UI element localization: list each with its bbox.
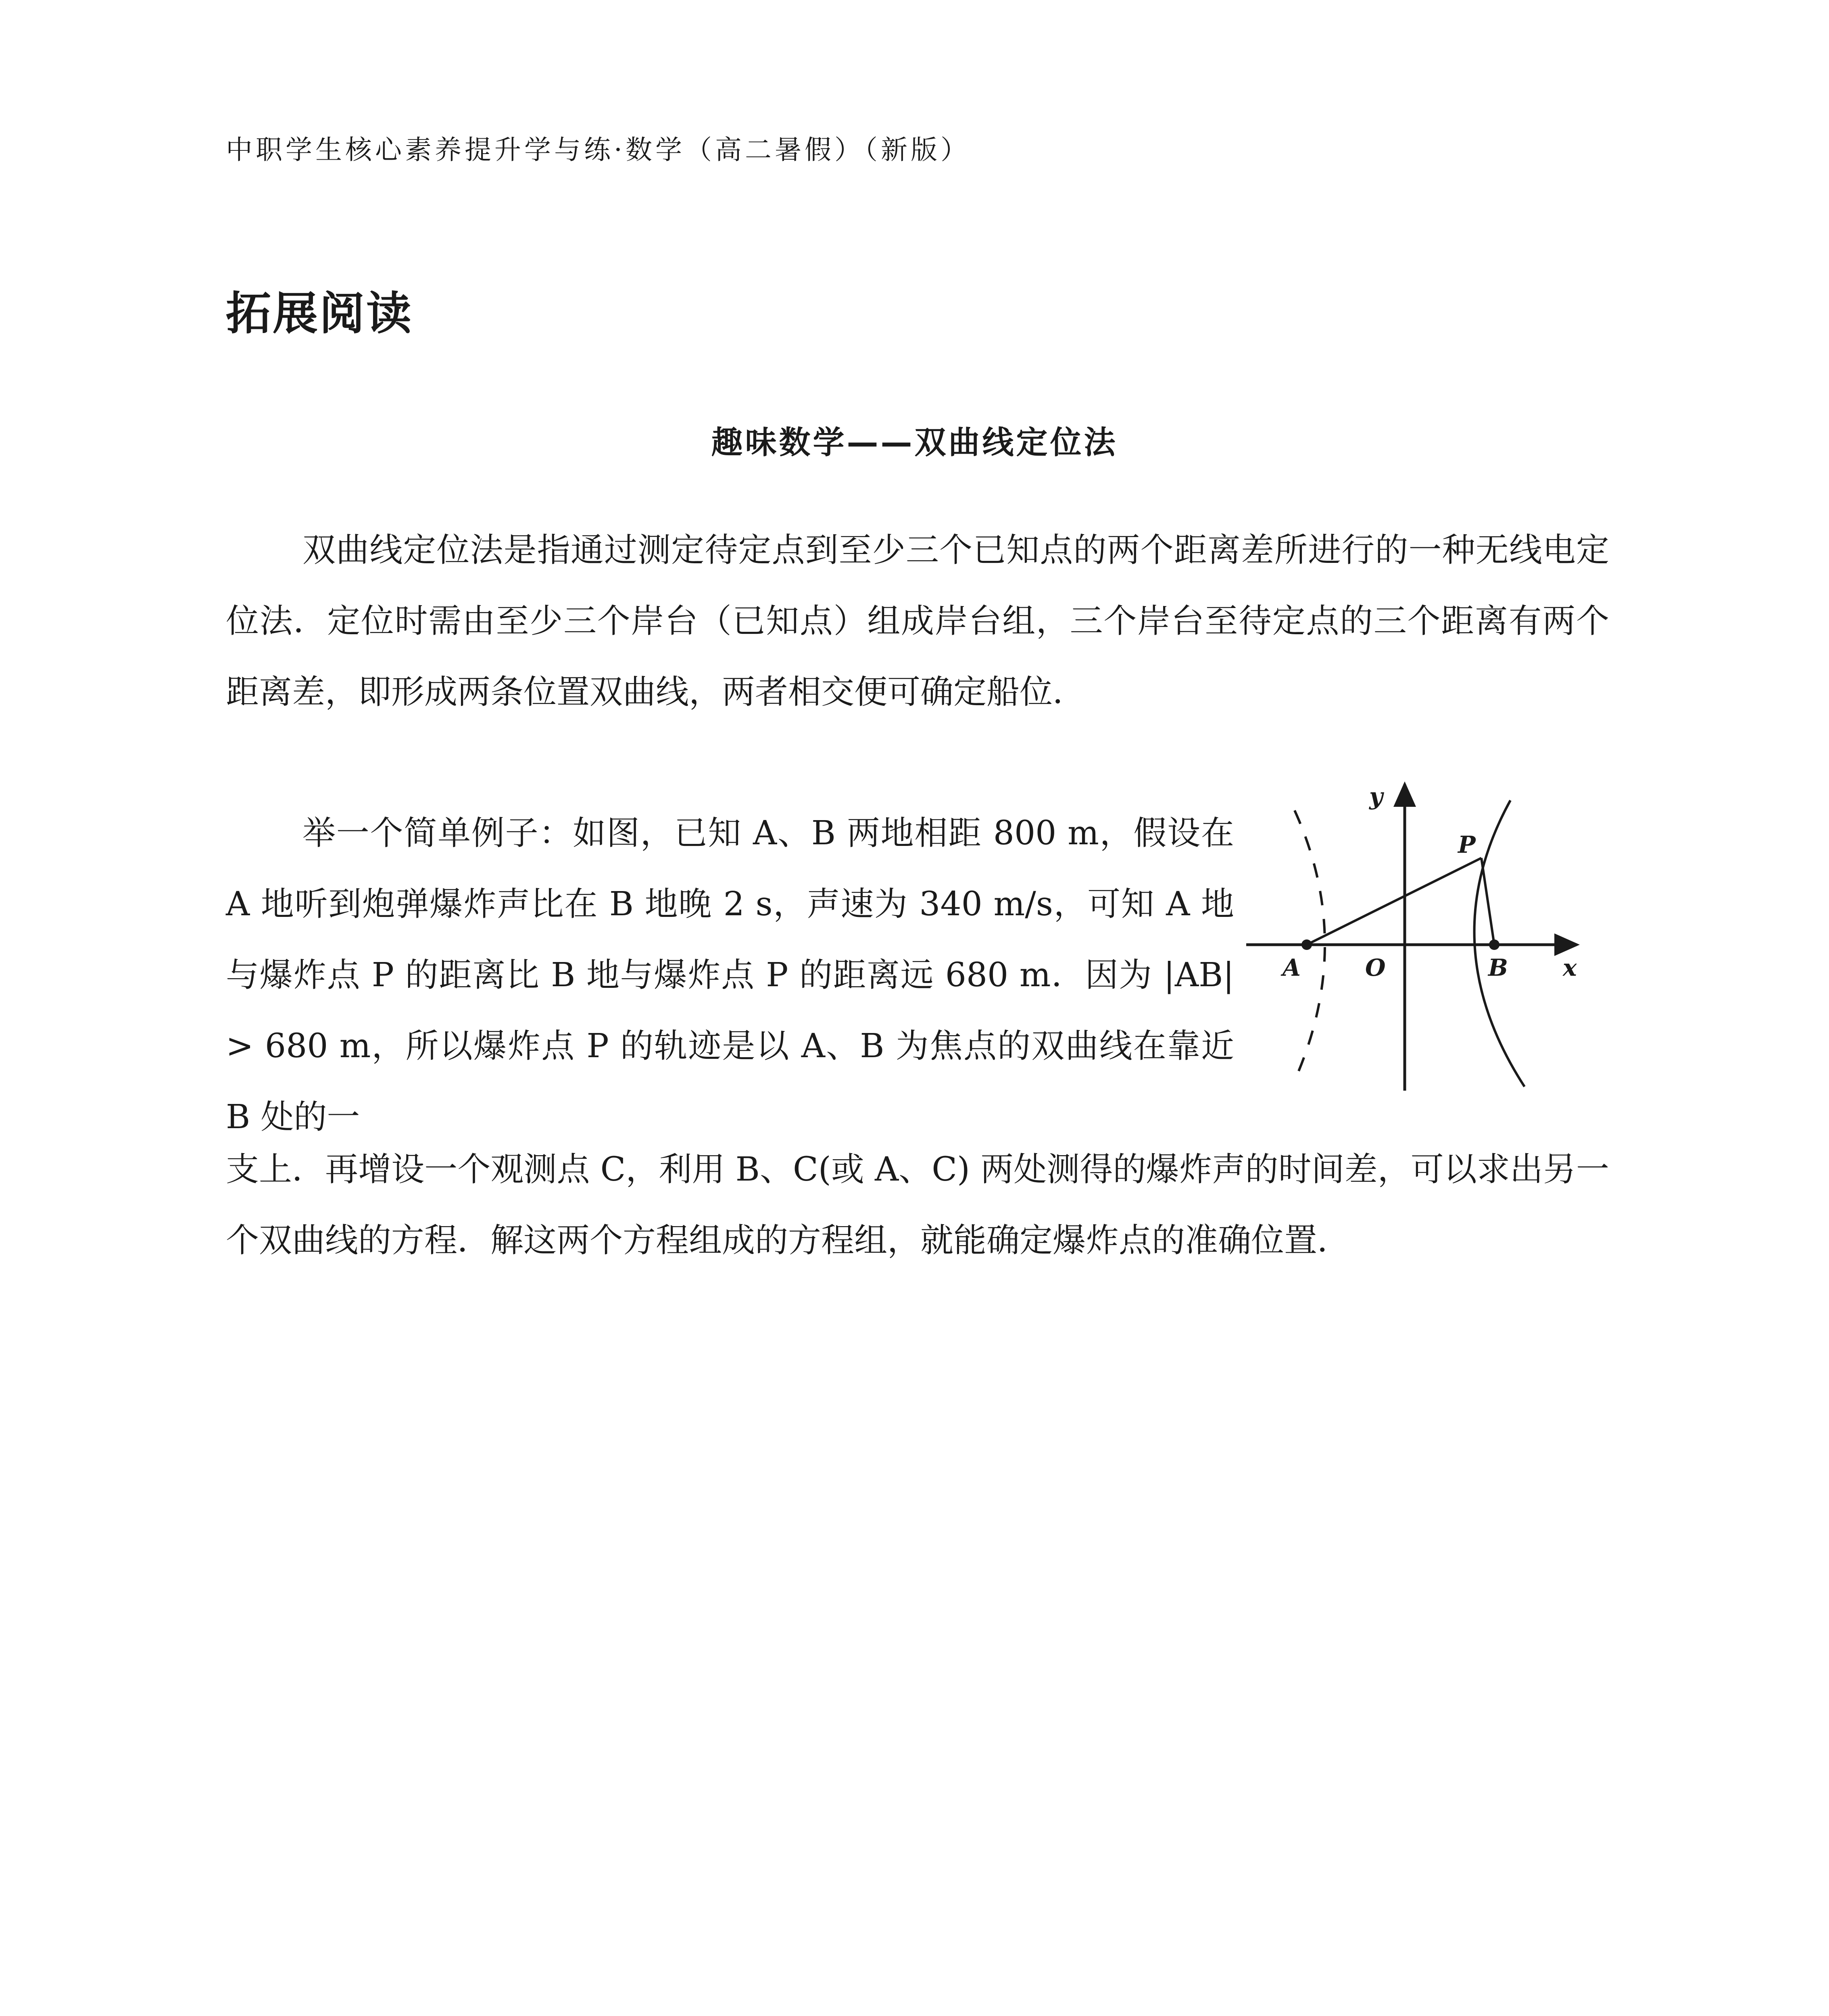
section-title: 拓展阅读 — [226, 287, 413, 340]
hyperbola-figure — [1242, 770, 1597, 1101]
paragraph-conclusion: 支上．再增设一个观测点 C，利用 B、C(或 A、C) 两处测得的爆炸声的时间差，可以求出另一个双曲线的方程．解这两个方程组成的方程组，就能确定爆炸点的准确位置． — [226, 1150, 1609, 1260]
segment-ap — [1307, 858, 1481, 945]
paragraph-example: 举一个简单例子：如图，已知 A、B 两地相距 800 m，假设在 A 地听到炮弹爆炸声比在 B 地晚 2 s，声速为 340 m/s，可知 A 地与爆炸点 P 的距离比 B 地与爆炸点 P 的距离远 680 m．因为 |AB| > 680 m，所以爆炸点 P 的轨迹是以 A、B 为焦点的双曲线在靠近 B 处的一 — [226, 814, 1234, 1136]
origin-label: O — [1365, 954, 1386, 981]
segment-pb — [1481, 858, 1494, 945]
point-p-label: P — [1458, 831, 1476, 858]
running-header: 中职学生核心素养提升学与练·数学（高二暑假）（新版） — [226, 134, 970, 165]
point-a-dot — [1301, 939, 1312, 950]
point-b-dot — [1489, 939, 1499, 950]
paragraph-intro: 双曲线定位法是指通过测定待定点到至少三个已知点的两个距离差所进行的一种无线电定位法．定位时需由至少三个岸台（已知点）组成岸台组，三个岸台至待定点的三个距离有两个距离差，即形成两条位置双曲线，两者相交便可确定船位． — [226, 531, 1609, 711]
point-a-label: A — [1283, 954, 1301, 981]
x-axis-label: x — [1563, 954, 1577, 981]
point-b-label: B — [1488, 954, 1508, 981]
article-title: 趣味数学——双曲线定位法 — [711, 425, 1118, 461]
y-axis-label: y — [1369, 783, 1383, 810]
